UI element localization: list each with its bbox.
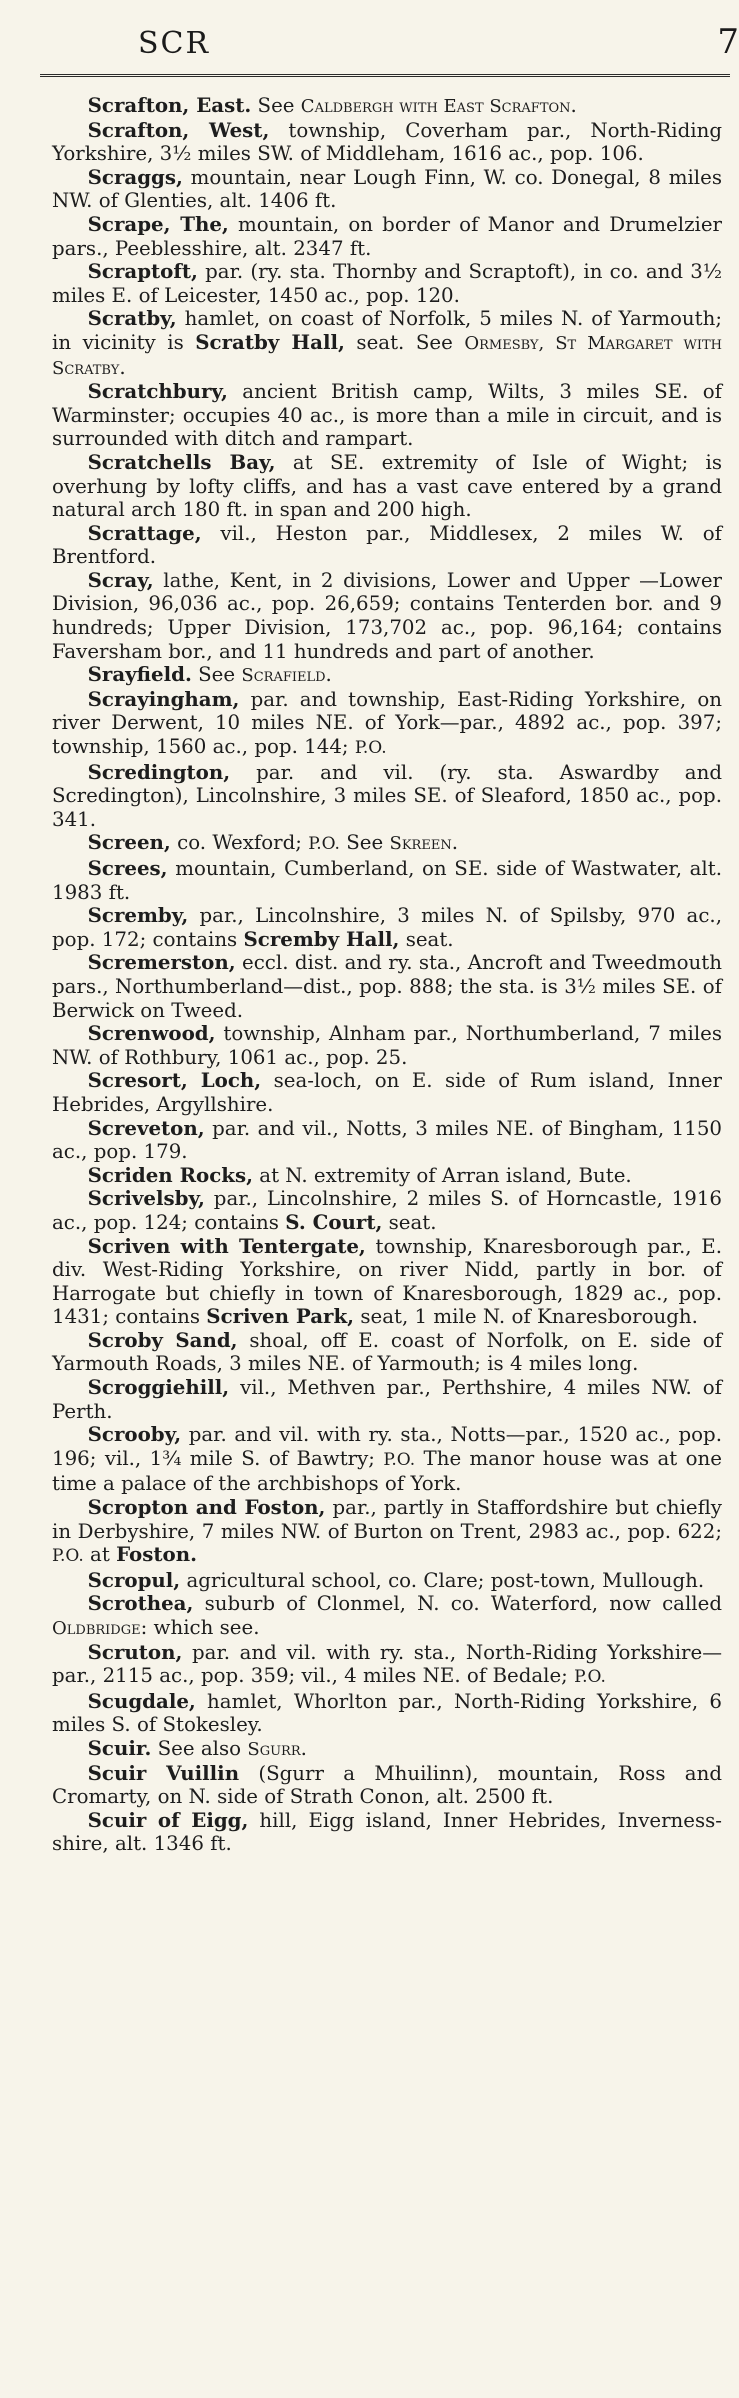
entry-text: eccl. dist. and ry. sta., Ancroft and Tweedmouth pars., Northumberland—dist., pop. 888; the sta. is 3½ miles SE. of Berwick on Tweed. (52, 951, 722, 1022)
entry-text: seat, 1 mile N. of Knaresborough. (354, 1305, 698, 1329)
entry-text: co. Wexford; (170, 831, 309, 855)
entry-headword: Scrayingham, (87, 686, 240, 711)
entry-text: seat. (382, 1210, 437, 1234)
entry-headword: Scrothea, (87, 1591, 194, 1616)
gazetteer-entry (52, 1329, 722, 1376)
gazetteer-entry (52, 1690, 722, 1737)
entry-headword: Scraptoft, (87, 259, 198, 284)
entry-text: . (119, 355, 126, 379)
entry-text: par. and vil. with ry. sta., North-Riding Yorkshire—par., 2115 ac., pop. 359; vil., 4 miles NE. of Bedale; (52, 1640, 722, 1688)
gazetteer-entry (52, 1423, 722, 1496)
entry-text: sea-loch, on E. side of Rum island, Inner Hebrides, Argyllshire. (52, 1069, 722, 1116)
entry-bold-name: Scriven Park, (206, 1304, 355, 1329)
header-rule (40, 74, 730, 77)
entry-post-office: P.O. (308, 834, 340, 855)
entry-cross-reference: Sgurr (247, 1738, 301, 1760)
entry-headword: Scuir. (87, 1735, 152, 1760)
entry-headword: Screes, (87, 856, 168, 880)
entry-text: at SE. extremity of Isle of Wight; is overhung by lofty cliffs, and has a vast cave entered by a grand natural arch 180 ft. in span and 200 high. (52, 450, 722, 522)
entry-headword: Scropul, (87, 1567, 181, 1592)
gazetteer-entry (52, 213, 722, 260)
entry-text: par. and vil., Notts, 3 miles NE. of Bingham, 1150 ac., pop. 179. (52, 1116, 722, 1164)
entry-text: township, Alnham par., Northumberland, 7 miles NW. of Rothbury, 1061 ac., pop. 25. (52, 1022, 722, 1069)
entry-text: mountain, near Lough Finn, W. co. Donegal, 8 miles NW. of Glenties, alt. 1406 ft. (52, 165, 722, 213)
entry-bold-name: Scremby Hall, (243, 926, 400, 951)
entry-text: . (570, 94, 577, 117)
gazetteer-entry (52, 1117, 722, 1164)
gazetteer-entry (52, 1569, 722, 1593)
entry-text: par., partly in Staffordshire but chiefly in Derbyshire, 7 miles NW. of Burton on Trent, 2983 ac., pop. 622; (52, 1496, 722, 1543)
entry-text: See (191, 663, 242, 687)
entry-headword: Scroby Sand, (87, 1327, 238, 1352)
entry-text: par., Lincolnshire, 3 miles N. of Spilsby, 970 ac., pop. 172; contains (52, 904, 722, 951)
gazetteer-entry (52, 522, 722, 569)
entry-headword: Srayfield. (87, 662, 192, 687)
entry-headword: Scruton, (87, 1639, 183, 1664)
entry-headword: Scrafton, West, (87, 117, 270, 142)
entry-headword: Screen, (87, 830, 171, 855)
entry-headword: Screnwood, (87, 1021, 216, 1046)
entry-text: ancient British camp, Wilts, 3 miles SE. of Warminster; occupies 40 ac., is more than a mile in circuit, and is surrounded with ditch and rampart. (52, 380, 722, 451)
entry-text: at (83, 1543, 117, 1567)
page-header (0, 0, 739, 90)
entry-headword: Scriven with Tentergate, (87, 1233, 366, 1258)
gazetteer-entry (52, 1376, 722, 1423)
entry-text: par. and township, East-Riding Yorkshire, on river Derwent, 10 miles NE. of York—par., 4892 ac., pop. 397; township, 1560 ac., pop. 144; (52, 687, 722, 759)
entry-headword: Scresort, Loch, (87, 1068, 262, 1093)
entry-bold-name: S. Court, (285, 1209, 383, 1234)
entry-text: . (300, 1736, 307, 1760)
entry-text: township, Knaresborough par., E. div. West-Riding Yorkshire, on river Nidd, partly in bor. of Harrogate but chiefly in town of Knaresborough, 1829 ac., pop. 1431; contains (52, 1234, 722, 1329)
running-head: SCR (138, 26, 211, 61)
entry-text: par., Lincolnshire, 2 miles S. of Horncastle, 1916 ac., pop. 124; contains (52, 1187, 722, 1234)
entry-headword: Scroggiehill, (87, 1375, 230, 1400)
entry-headword: Scugdale, (87, 1688, 196, 1713)
gazetteer-entry (52, 951, 722, 1022)
entry-text: The manor house was at one time a palace of the archbishops of York. (52, 1446, 723, 1496)
entry-post-office: P.O. (52, 1546, 84, 1567)
gazetteer-entry (52, 1592, 722, 1640)
entry-cross-reference: Oldbridge (52, 1618, 141, 1639)
entry-text: hill, Eigg island, Inner Hebrides, Inverness-shire, alt. 1346 ft. (52, 1808, 722, 1856)
gazetteer-entry (52, 1069, 722, 1116)
entry-headword: Scriden Rocks, (87, 1162, 253, 1187)
entry-headword: Scrafton, East. (87, 93, 252, 117)
entry-headword: Scrooby, (87, 1422, 182, 1447)
entry-bold-name: Foston. (116, 1542, 197, 1567)
entry-text: . (325, 663, 332, 687)
entry-headword: Scratby, (87, 306, 177, 331)
entry-cross-reference: Scrafield (241, 665, 326, 687)
entry-headword: Scremerston, (87, 950, 236, 975)
entry-headword: Scratchbury, (87, 379, 228, 404)
entry-text: hamlet, on coast of Norfolk, 5 miles N. of Yarmouth; in vicinity is (52, 307, 722, 354)
entry-text: : which see. (140, 1616, 260, 1639)
entry-text: at N. extremity of Arran island, Bute. (252, 1163, 632, 1187)
entry-text: suburb of Clonmel, N. co. Waterford, now called (193, 1592, 722, 1616)
entry-text: vil., Heston par., Middlesex, 2 miles W. of Brentford. (52, 521, 722, 569)
entry-text: par. (ry. sta. Thornby and Scraptoft), in co. and 3½ miles E. of Leicester, 1450 ac., pop. 120. (52, 260, 722, 307)
gazetteer-entry (52, 688, 722, 761)
entry-text: shoal, off E. coast of Norfolk, on E. side of Yarmouth Roads, 3 miles NE. of Yarmouth; is 4 miles long. (52, 1328, 722, 1376)
gazetteer-entry (52, 1187, 722, 1234)
entry-text: par. and vil. (ry. sta. Aswardby and Scredington), Lincolnshire, 3 miles SE. of Sleaford, 1850 ac., pop. 341. (52, 760, 722, 831)
gazetteer-entry (52, 761, 722, 832)
entry-text: mountain, Cumberland, on SE. side of Wastwater, alt. 1983 ft. (52, 857, 722, 904)
gazetteer-entry (52, 1496, 722, 1569)
entry-text: mountain, on border of Manor and Drumelzier pars., Peeblesshire, alt. 2347 ft. (52, 212, 722, 260)
entry-text: . (451, 831, 458, 855)
gazetteer-entry (52, 904, 722, 951)
gazetteer-entry (52, 1235, 722, 1329)
page-number: 7 (717, 22, 739, 62)
gazetteer-entry (52, 451, 722, 522)
entry-headword: Scray, (87, 567, 154, 592)
entry-headword: Scraggs, (87, 164, 183, 189)
entry-post-office: P.O. (574, 1667, 606, 1688)
gazetteer-entry (52, 1762, 722, 1809)
entry-post-office: P.O. (383, 1449, 416, 1470)
gazetteer-entry (52, 119, 722, 166)
entry-text: See also (151, 1736, 248, 1760)
gazetteer-entry (52, 260, 722, 307)
entry-headword: Scremby, (87, 903, 189, 928)
entry-headword: Scuir Vuillin (87, 1760, 240, 1785)
entry-headword: Scratchells Bay, (87, 449, 276, 474)
entry-cross-reference: Caldbergh with East Scrafton (300, 96, 571, 117)
gazetteer-entry (52, 1737, 722, 1762)
entry-text: lathe, Kent, in 2 divisions, Lower and Upper —Lower Division, 96,036 ac., pop. 26,659; contains Tenterden bor. and 9 hundreds; Upper Division, 173,702 ac., pop. 96,164; contains Faversham bor., and 11 hundreds and part of another. (52, 568, 722, 663)
gazetteer-entry (52, 380, 722, 451)
entry-cross-reference: Ormesby, St Margaret with Scratby (52, 332, 722, 379)
gazetteer-entry (52, 166, 722, 213)
entry-text: (Sgurr a Mhuilinn), mountain, Ross and Cromarty, on N. side of Strath Conon, alt. 2500 ft. (52, 1761, 722, 1809)
entry-text: seat. (399, 927, 454, 951)
gazetteer-entry (52, 831, 722, 857)
entry-headword: Screveton, (87, 1115, 205, 1140)
gazetteer-entry (52, 307, 722, 380)
entry-text: See (251, 94, 301, 117)
gazetteer-entry (52, 1164, 722, 1188)
entry-list (52, 94, 722, 1856)
entry-bold-name: Scratby Hall, (195, 329, 345, 354)
entry-text: seat. See (344, 330, 465, 354)
entry-cross-reference: Skreen (389, 833, 452, 855)
gazetteer-entry (52, 569, 722, 663)
entry-headword: Scredington, (87, 759, 231, 784)
gazetteer-entry (52, 1022, 722, 1069)
entry-text: See (339, 831, 390, 855)
entry-text: hamlet, Whorlton par., North-Riding Yorkshire, 6 miles S. of Stokesley. (52, 1689, 722, 1737)
entry-post-office: P.O. (354, 738, 387, 759)
gazetteer-entry (52, 1641, 722, 1690)
entry-headword: Scuir of Eigg, (87, 1807, 249, 1832)
gazetteer-entry (52, 857, 722, 904)
entry-text: par. and vil. with ry. sta., Notts—par., 1520 ac., pop. 196; vil., 1¾ mile S. of Bawtry; (52, 1423, 722, 1470)
entry-headword: Scrape, The, (87, 211, 229, 236)
entry-text: vil., Methven par., Perthshire, 4 miles NW. of Perth. (52, 1376, 722, 1423)
gazetteer-entry (52, 94, 722, 119)
entry-headword: Scrattage, (87, 520, 202, 545)
entry-text: township, Coverham par., North-Riding Yorkshire, 3½ miles SW. of Middleham, 1616 ac., pop. 106. (52, 118, 723, 166)
entry-headword: Scropton and Foston, (87, 1495, 326, 1520)
entry-headword: Scrivelsby, (87, 1186, 205, 1211)
entry-text: agricultural school, co. Clare; post-town, Mullough. (180, 1568, 705, 1592)
gazetteer-entry (52, 663, 722, 688)
gazetteer-entry (52, 1809, 722, 1856)
